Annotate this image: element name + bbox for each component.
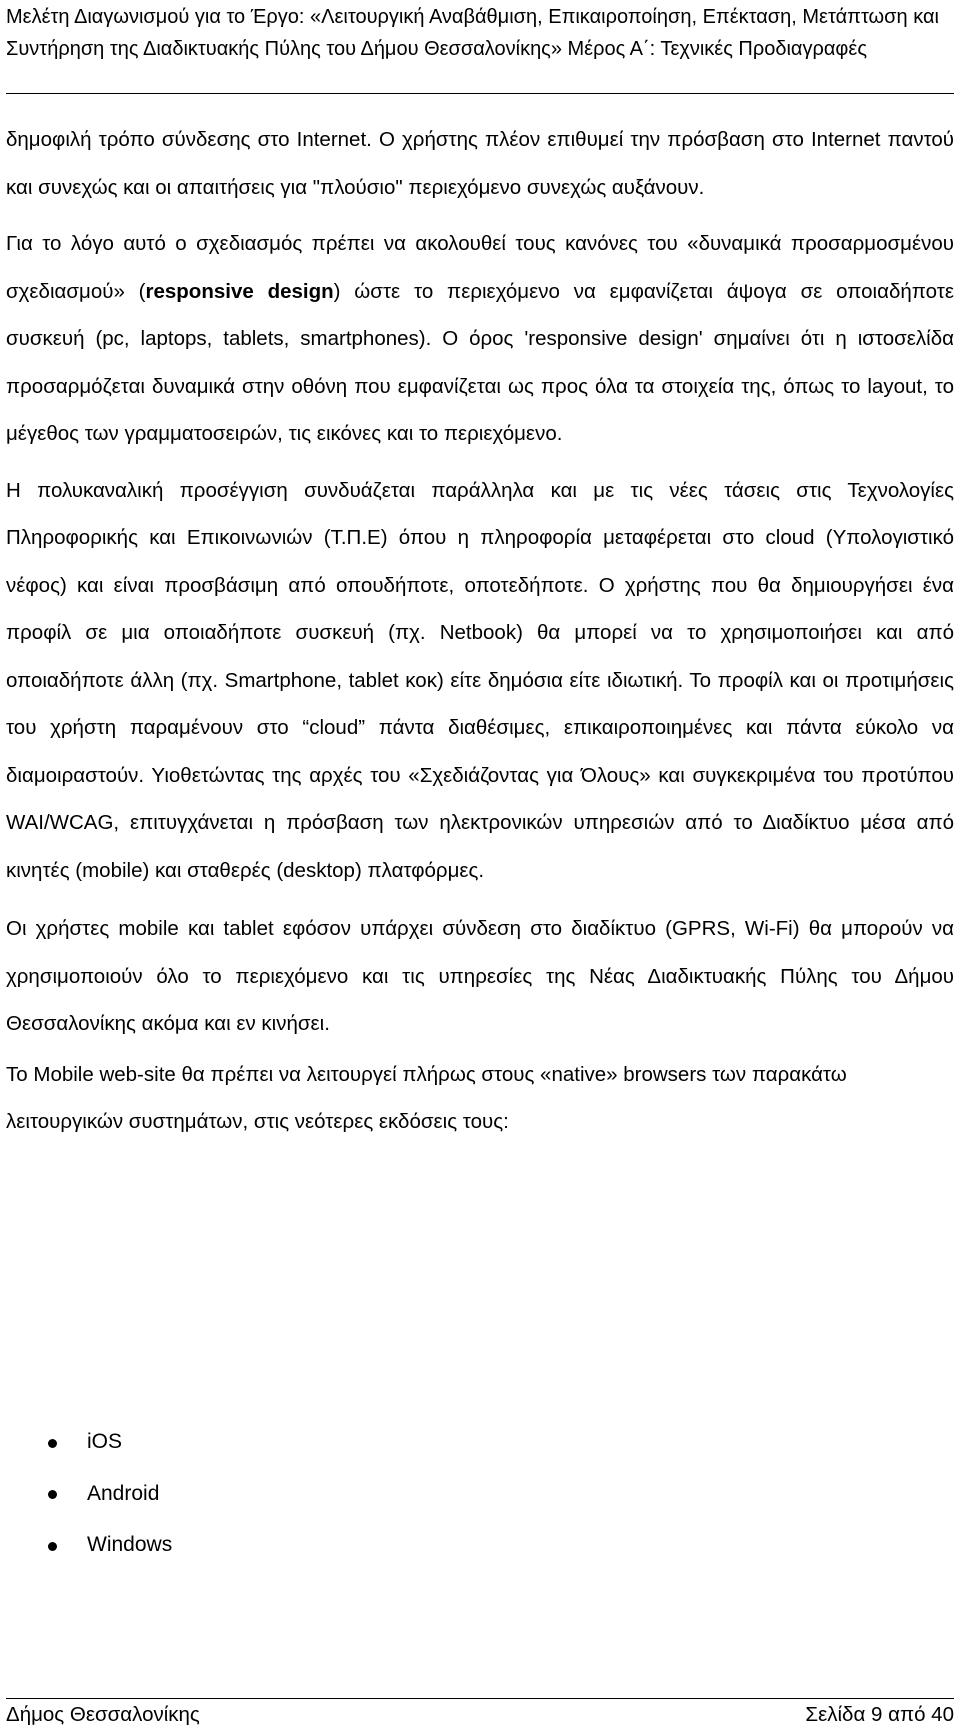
list-item-label: iOS	[87, 1430, 123, 1453]
paragraph-5: Το Mobile web-site θα πρέπει να λειτουργεί πλήρως στους «native» browsers των παρακάτω λειτουργικών συστημάτων, στις νεότερες εκδόσεις τους:	[6, 1062, 847, 1133]
page-header: Μελέτη Διαγωνισμού για το Έργο: «Λειτουργική Αναβάθμιση, Επικαιροποίηση, Επέκταση, Μετάπτωση και Συντήρηση της Διαδικτυακής Πύλης του Δήμου Θεσσαλονίκης» Μέρος Α΄: Τεχνικές Προδιαγραφές	[6, 6, 939, 60]
paragraph-2	[6, 220, 954, 458]
paragraph-2-text-end: ) ώστε το περιεχόμενο να εμφανίζεται άψογα σε οποιαδήποτε συσκευή (pc, laptops, tablets, smartphones). Ο όρος 'responsive design' σημαίνει ότι η ιστοσελίδα προσαρμόζεται δυναμικά στην οθόνη που εμφανίζεται ως προς όλα τα στοιχεία της, όπως το layout, το μέγεθος των γραμματοσειρών, τις εικόνες και το περιεχόμενο.	[6, 279, 954, 445]
paragraph-1: δημοφιλή τρόπο σύνδεσης στο Internet. Ο χρήστης πλέον επιθυμεί την πρόσβαση στο Internet παντού και συνεχώς και οι απαιτήσεις για "πλούσιο" περιεχόμενο συνεχώς αυξάνουν.	[6, 128, 954, 199]
list-item-label: Android	[87, 1481, 160, 1505]
document-body	[6, 116, 954, 1556]
header-divider	[6, 93, 954, 94]
paragraph-4: Οι χρήστες mobile και tablet εφόσον υπάρχει σύνδεση στο διαδίκτυο (GPRS, Wi-Fi) θα μπορούν να χρησιμοποιούν όλο το περιεχόμενο και τις υπηρεσίες της Νέας Διαδικτυακής Πύλης του Δήμου Θεσσαλονίκης ακόμα και εν κινήσει.	[6, 917, 954, 1035]
bullet-icon	[48, 1542, 57, 1551]
paragraph-3: Η πολυκαναλική προσέγγιση συνδυάζεται παράλληλα και με τις νέες τάσεις στις Τεχνολογίες Πληροφορικής και Επικοινωνιών (Τ.Π.Ε) όπου η πληροφορία μεταφέρεται στο cloud (Υπολογιστικό νέφος) και είναι προσβάσιμη από οπουδήποτε, οποτεδήποτε. Ο χρήστης που θα δημιουργήσει ένα προφίλ σε μια οποιαδήποτε συσκευή (πχ. Netbook) θα μπορεί να το χρησιμοποιήσει και από οποιαδήποτε άλλη (πχ. Smartphone, tablet κοκ) είτε δημόσια είτε ιδιωτική. Το προφίλ και οι προτιμήσεις του χρήστη παραμένουν στο “cloud” πάντα διαθέσιμες, επικαιροποιημένες και πάντα εύκολο να διαμοιραστούν. Υιοθετώντας της αρχές του «Σχεδιάζοντας για Όλους» και συγκεκριμένα του προτύπου WAI/WCAG, επιτυγχάνεται η πρόσβαση των ηλεκτρονικών υπηρεσιών από το Διαδίκτυο μέσα από κινητές (mobile) και σταθερές (desktop) πλατφόρμες.	[6, 478, 954, 882]
footer-divider	[6, 1698, 954, 1699]
list-item-label: Windows	[87, 1533, 173, 1556]
footer-organization: Δήμος Θεσσαλονίκης	[6, 1703, 200, 1726]
page-number: Σελίδα 9 από 40	[805, 1703, 954, 1726]
list-item	[6, 1468, 406, 1520]
page-footer	[6, 1700, 954, 1730]
list-item	[6, 1416, 406, 1468]
responsive-design-term: responsive design	[145, 279, 334, 303]
paragraph-2-text-start: Για το λόγο αυτό ο σχεδιασμός πρέπει να ακολουθεί τους κανόνες του «δυναμικά προσαρμοσμένου σχεδιασμού» (	[6, 232, 954, 303]
bullet-icon	[48, 1490, 57, 1499]
bullet-icon	[48, 1439, 57, 1448]
os-list	[6, 1416, 406, 1571]
list-item	[6, 1519, 406, 1571]
